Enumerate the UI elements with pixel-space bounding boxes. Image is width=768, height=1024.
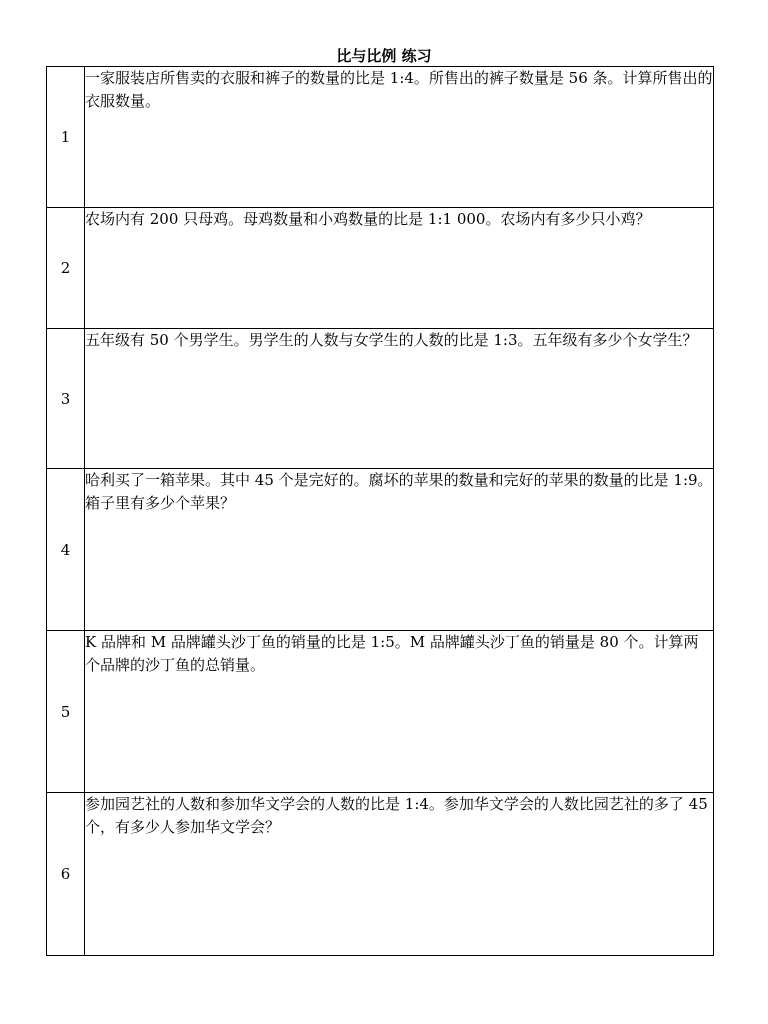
question-row: [47, 329, 714, 469]
question-text: 哈利买了一箱苹果。其中 45 个是完好的。腐坏的苹果的数量和完好的苹果的数量的比是 1:9。箱子里有多少个苹果？: [85, 469, 714, 631]
question-text: 五年级有 50 个男学生。男学生的人数与女学生的人数的比是 1:3。五年级有多少个女学生？: [85, 329, 714, 469]
question-row: [47, 631, 714, 793]
question-table: [46, 66, 714, 956]
question-number: 4: [47, 469, 85, 631]
question-number: 2: [47, 208, 85, 329]
worksheet-title: 比与比例 练习: [336, 47, 432, 65]
question-number: 5: [47, 631, 85, 793]
question-text: K 品牌和 M 品牌罐头沙丁鱼的销量的比是 1:5。M 品牌罐头沙丁鱼的销量是 80 个。计算两个品牌的沙丁鱼的总销量。: [85, 631, 714, 793]
question-number: 3: [47, 329, 85, 469]
question-row: [47, 208, 714, 329]
question-number: 6: [47, 793, 85, 956]
question-number: 1: [47, 67, 85, 208]
question-text: 参加园艺社的人数和参加华文学会的人数的比是 1:4。参加华文学会的人数比园艺社的多了 45 个，有多少人参加华文学会？: [85, 793, 714, 956]
question-row: [47, 67, 714, 208]
question-row: [47, 793, 714, 956]
question-text: 一家服装店所售卖的衣服和裤子的数量的比是 1:4。所售出的裤子数量是 56 条。计算所售出的衣服数量。: [85, 67, 714, 208]
question-row: [47, 469, 714, 631]
question-text: 农场内有 200 只母鸡。母鸡数量和小鸡数量的比是 1:1 000。农场内有多少只小鸡？: [85, 208, 714, 329]
